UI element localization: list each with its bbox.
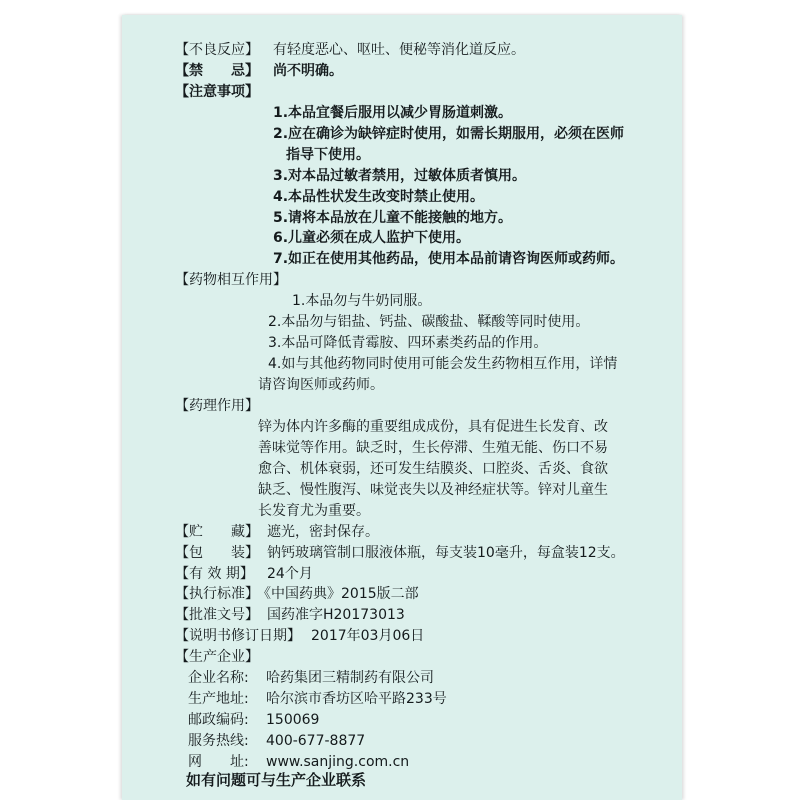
precaution-item: 指导下使用。 [286, 147, 370, 163]
pharmacology-line: 愈合、机体衰弱，还可发生结膜炎、口腔炎、舌炎、食欲 [258, 461, 608, 477]
pharmacology-line: 锌为体内许多酶的重要组成成份，具有促进生长发育、改 [258, 419, 608, 435]
precaution-item: 2.应在确诊为缺锌症时使用，如需长期服用，必须在医师 [273, 126, 625, 142]
postcode-label: 邮政编码: [188, 712, 249, 728]
address-label: 生产地址: [188, 691, 249, 707]
adverse-text: 有轻度恶心、呕吐、便秘等消化道反应。 [273, 42, 525, 58]
interaction-item: 1.本品勿与牛奶同服。 [292, 293, 432, 309]
package-label: 【包 装】 [175, 545, 259, 561]
pharmacology-line: 缺乏、慢性腹泻、味觉丧失以及神经症状等。锌对儿童生 [258, 482, 608, 498]
postcode: 150069 [266, 712, 320, 728]
hotline: 400-677-8877 [266, 733, 366, 749]
precaution-item: 1.本品宜餐后服用以减少胃肠道刺激。 [273, 105, 513, 121]
contraindications-label: 【禁 忌】 [175, 63, 259, 79]
manufacturer-label: 【生产企业】 [175, 649, 259, 665]
precaution-item: 6.儿童必须在成人监护下使用。 [273, 230, 471, 246]
precautions-label: 【注意事项】 [175, 84, 259, 100]
storage-text: 遮光，密封保存。 [267, 524, 379, 540]
precaution-item: 4.本品性状发生改变时禁止使用。 [273, 189, 485, 205]
standard-text: 《中国药典》2015版二部 [257, 586, 419, 602]
revision-text: 2017年03月06日 [311, 628, 425, 644]
interaction-item: 请咨询医师或药师。 [258, 377, 384, 393]
adverse-label: 【不良反应】 [175, 42, 259, 58]
precaution-item: 3.对本品过敏者禁用，过敏体质者慎用。 [273, 168, 527, 184]
precaution-item: 7.如正在使用其他药品，使用本品前请咨询医师或药师。 [273, 251, 625, 267]
package-text: 钠钙玻璃管制口服液体瓶，每支装10毫升，每盒装12支。 [267, 545, 625, 561]
pharmacology-line: 善味觉等作用。缺乏时，生长停滞、生殖无能、伤口不易 [258, 440, 608, 456]
approval-label: 【批准文号】 [175, 607, 259, 623]
interactions-label: 【药物相互作用】 [175, 272, 287, 288]
pharmacology-line: 长发育尤为重要。 [258, 503, 370, 519]
revision-label: 【说明书修订日期】 [175, 628, 301, 644]
interaction-item: 3.本品可降低青霉胺、四环素类药品的作用。 [268, 335, 548, 351]
storage-label: 【贮 藏】 [175, 524, 259, 540]
pharmacology-label: 【药理作用】 [175, 398, 259, 414]
validity-text: 24个月 [267, 566, 313, 582]
standard-label: 【执行标准】 [175, 586, 259, 602]
website-label: 网 址: [188, 754, 249, 770]
interaction-item: 2.本品勿与铝盐、钙盐、碳酸盐、鞣酸等同时使用。 [268, 314, 590, 330]
company-name: 哈药集团三精制药有限公司 [266, 670, 434, 686]
website: www.sanjing.com.cn [266, 754, 410, 770]
company-name-label: 企业名称: [188, 670, 249, 686]
contact-footer: 如有问题可与生产企业联系 [186, 771, 367, 789]
contraindications-text: 尚不明确。 [273, 63, 343, 79]
hotline-label: 服务热线: [188, 733, 249, 749]
approval-text: 国药准字H20173013 [267, 607, 405, 623]
precaution-item: 5.请将本品放在儿童不能接触的地方。 [273, 210, 513, 226]
address: 哈尔滨市香坊区哈平路233号 [266, 691, 447, 707]
validity-label: 【有 效 期】 [175, 566, 254, 582]
interaction-item: 4.如与其他药物同时使用可能会发生药物相互作用，详情 [268, 356, 618, 372]
